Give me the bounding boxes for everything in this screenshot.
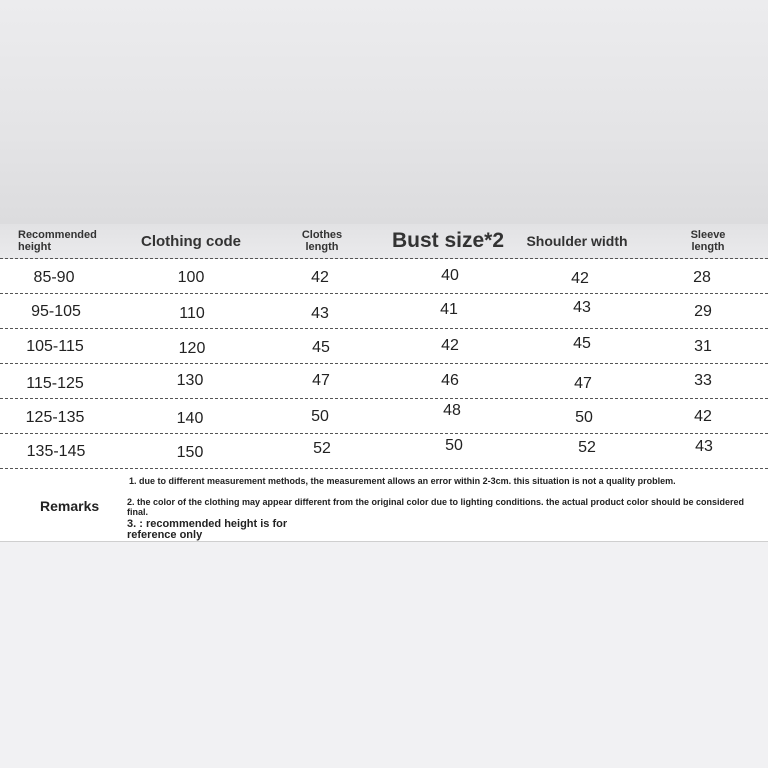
top-background (0, 0, 768, 224)
header-recommended-height: Recommended height (18, 229, 97, 253)
cell-height: 105-115 (26, 338, 84, 355)
header-shoulder-width: Shoulder width (526, 233, 628, 249)
size-chart-table (0, 224, 768, 542)
header-clothes-length: Clothes length (301, 229, 343, 253)
header-bust-size: Bust size*2 (391, 229, 505, 252)
bottom-background (0, 542, 768, 768)
remark-note-1: 1. due to different measurement methods, the measurement allows an error within 2-3cm. this situation is not a quality problem. (129, 476, 676, 486)
table-row (0, 434, 768, 469)
cell-length: 43 (311, 305, 329, 322)
table-row (0, 364, 768, 399)
cell-sleeve: 42 (694, 408, 712, 425)
cell-code: 120 (178, 340, 206, 357)
cell-sleeve: 33 (694, 372, 712, 389)
cell-bust: 42 (441, 337, 459, 354)
cell-bust: 40 (441, 267, 459, 284)
cell-sleeve: 43 (695, 438, 713, 455)
cell-code: 150 (176, 444, 204, 461)
cell-bust: 46 (441, 372, 459, 389)
cell-height: 95-105 (31, 303, 81, 320)
cell-length: 50 (311, 408, 329, 425)
cell-height: 125-135 (25, 409, 85, 426)
remarks-label: Remarks (40, 498, 100, 514)
cell-length: 45 (312, 339, 330, 356)
header-sleeve-length: Sleeve length (690, 229, 726, 253)
cell-shoulder: 50 (575, 409, 593, 426)
table-row (0, 399, 768, 434)
remark-note-2: 2. the color of the clothing may appear different from the original color due to lighting conditions. the actual product color should be considered final. (127, 497, 745, 517)
cell-length: 52 (313, 440, 331, 457)
cell-bust: 50 (445, 437, 463, 454)
table-row (0, 259, 768, 294)
cell-height: 85-90 (33, 269, 75, 286)
cell-bust: 48 (443, 402, 461, 419)
cell-sleeve: 28 (693, 269, 711, 286)
remark-note-3: 3. : recommended height is for reference only (127, 518, 288, 541)
cell-shoulder: 45 (573, 335, 591, 352)
cell-shoulder: 52 (578, 439, 596, 456)
cell-shoulder: 42 (571, 270, 589, 287)
cell-shoulder: 43 (573, 299, 591, 316)
table-header (0, 224, 768, 259)
cell-code: 130 (176, 372, 204, 389)
header-clothing-code: Clothing code (141, 232, 241, 250)
cell-bust: 41 (440, 301, 458, 318)
table-row (0, 294, 768, 329)
cell-length: 47 (312, 372, 330, 389)
cell-sleeve: 31 (694, 338, 712, 355)
cell-height: 115-125 (26, 375, 84, 392)
table-row (0, 329, 768, 364)
cell-length: 42 (311, 269, 329, 286)
cell-code: 100 (177, 269, 205, 286)
cell-sleeve: 29 (694, 303, 712, 320)
cell-height: 135-145 (26, 443, 86, 460)
cell-shoulder: 47 (574, 375, 592, 392)
cell-code: 110 (179, 305, 205, 322)
cell-code: 140 (176, 410, 204, 427)
